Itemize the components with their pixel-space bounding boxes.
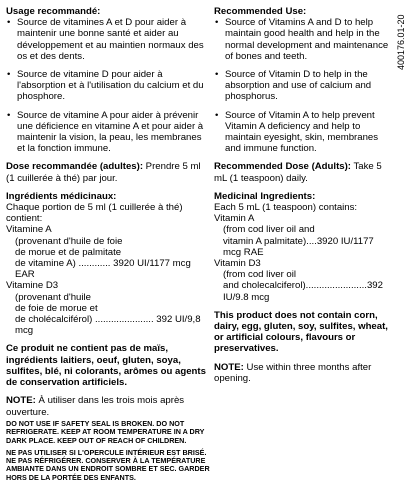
en-note-label: NOTE: (214, 361, 244, 373)
fr-vitamin-a-source: de morue et de palmitate (15, 246, 122, 258)
fr-vitamin-d-source: de foie de morue et (15, 302, 98, 314)
en-dose-text: Take 5 mL (1 teaspoon) daily. (214, 161, 382, 184)
fr-usage-item: • Source de vitamines A et D pour aider à maintenir une bonne santé et aider au développement et au maintien normaux des os et des dents. (17, 17, 206, 62)
en-note (214, 362, 392, 384)
en-ingredients-title: Medicinal Ingredients: (214, 190, 316, 202)
fr-ingredients-title: Ingrédients médicinaux: (6, 190, 117, 202)
en-note-text: Use within three months after opening. (214, 361, 372, 384)
en-usage-list (214, 17, 392, 154)
fr-vitamin-d-name: Vitamine D3 (6, 280, 59, 292)
en-allergen-statement: This product does not contain corn, dairy, egg, gluten, soy, sulfites, wheat, or artificial colours, flavours or preservatives. (214, 309, 388, 355)
fr-usage-title: Usage recommandé: (6, 6, 101, 17)
en-ingredients-intro: Each 5 mL (1 teaspoon) contains: (214, 202, 358, 214)
fr-note-label: NOTE: (6, 395, 36, 407)
en-usage-title: Recommended Use: (214, 6, 307, 17)
en-usage-item: • Source of Vitamin A to help prevent Vitamin A deficiency and help to maintain eyesight, skin, membranes and immune function. (225, 110, 392, 155)
english-column (214, 6, 392, 384)
en-dose-label: Recommended Dose (Adults): (214, 161, 351, 173)
french-column (6, 6, 206, 418)
warning-fr: NE PAS UTILISER SI L'OPERCULE INTÉRIEUR EST BRISÉ. NE PAS RÉFRIGÉRER. CONSERVER À LA TEMPÉRATURE AMBIANTE DANS UN ENDROIT SOMBRE ET SEC. GARDER HORS DE LA PORTÉE DES ENFANTS. (6, 447, 210, 482)
fr-usage-list (6, 17, 206, 154)
fr-vitamin-a-amount: de vitamine A) ............ 3920 UI/1177 mcg EAR (15, 258, 191, 281)
fr-dose-text: Prendre 5 ml (1 cuillerée à thé) par jour. (6, 161, 201, 184)
en-vitamin-d-source: (from cod liver oil (223, 269, 297, 281)
fr-usage-item: • Source de vitamine D pour aider à l'absorption et à l'utilisation du calcium et du phosphore. (17, 69, 206, 103)
fr-note (6, 395, 206, 417)
en-vitamin-a-name: Vitamin A (214, 213, 255, 225)
fr-vitamin-a-source: (provenant d'huile de foie (15, 235, 123, 247)
en-usage-item: • Source of Vitamins A and D to help maintain good health and help in the normal development and maintenance of bones and teeth. (225, 17, 392, 62)
en-dose (214, 161, 392, 183)
lot-code: 400176.01-20 (396, 14, 406, 70)
warning-en: DO NOT USE IF SAFETY SEAL IS BROKEN. DO NOT REFRIGERATE. KEEP AT ROOM TEMPERATURE IN A DRY DARK PLACE. KEEP OUT OF REACH OF CHILDREN. (6, 419, 205, 445)
en-vitamin-a-amount: vitamin A palmitate)....3920 IU/1177 mcg RAE (223, 235, 374, 258)
warning-block (6, 420, 211, 482)
en-vitamin-a-source: (from cod liver oil and (223, 224, 315, 236)
fr-ingredients-intro: Chaque portion de 5 ml (1 cuillerée à thé) contient: (6, 202, 183, 225)
fr-vitamin-d-amount: de cholécalciférol) ...................... 392 UI/9,8 mcg (15, 314, 201, 337)
fr-vitamin-d-source: (provenant d'huile (15, 291, 91, 303)
fr-vitamin-a-name: Vitamine A (6, 224, 52, 236)
en-vitamin-d-amount: and cholecalciferol).......................392 IU/9.8 mcg (223, 280, 383, 303)
fr-dose-label: Dose recommandée (adultes): (6, 161, 144, 173)
en-vitamin-d-name: Vitamin D3 (214, 258, 261, 270)
en-usage-item: • Source of Vitamin D to help in the absorption and use of calcium and phosphorus. (225, 69, 392, 103)
fr-allergen-statement: Ce produit ne contient pas de maïs, ingrédients laitiers, oeuf, gluten, soya, sulfites, blé, ni colorants, arômes ou agents de conservation artificiels. (6, 343, 206, 389)
fr-note-text: À utiliser dans les trois mois après ouverture. (6, 395, 185, 418)
fr-dose (6, 161, 206, 183)
fr-usage-item: • Source de vitamine A pour aider à prévenir une déficience en vitamine A et pour aider à maintenir la vision, la peau, les membranes et la fonction immune. (17, 110, 206, 155)
